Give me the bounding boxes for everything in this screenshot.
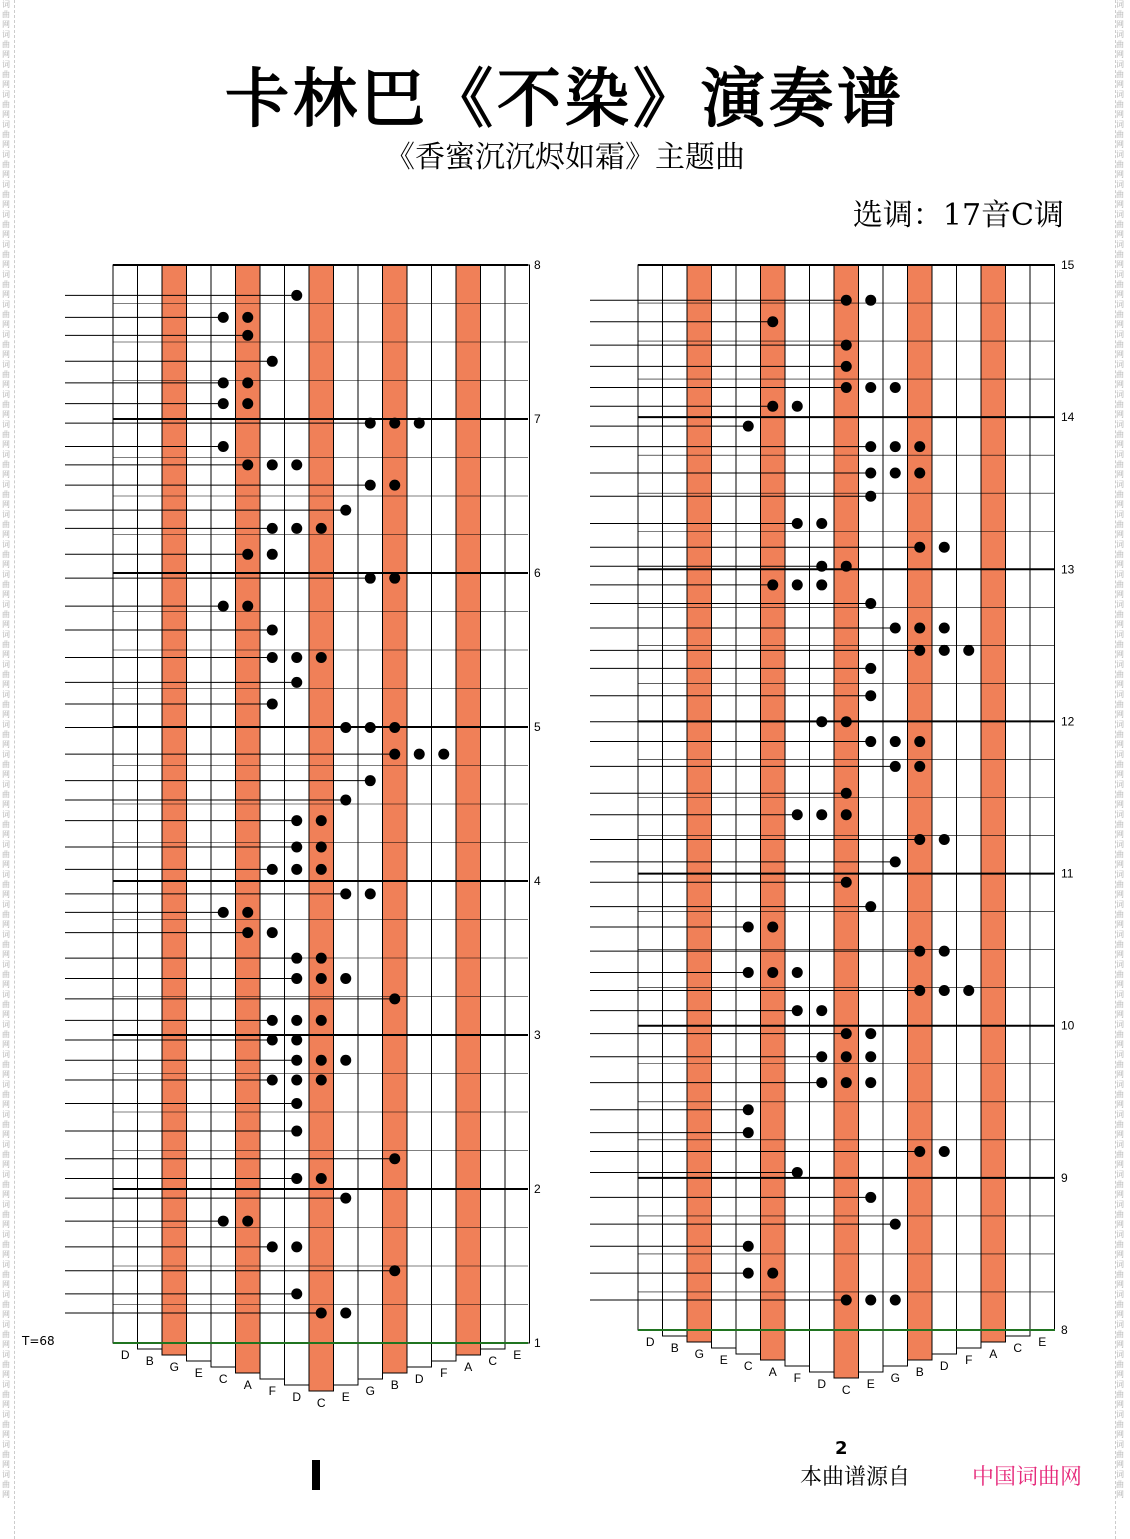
left-note	[316, 973, 327, 984]
right-note	[865, 295, 876, 306]
right-note	[914, 736, 925, 747]
right-note	[914, 467, 925, 478]
left-measure-number: 6	[534, 566, 541, 580]
left-note	[438, 749, 449, 760]
left-tine	[138, 265, 163, 1349]
right-tine	[712, 265, 737, 1348]
left-tine	[236, 265, 261, 1373]
left-tine-label: A	[243, 1378, 252, 1392]
left-tine-label: C	[218, 1372, 228, 1386]
left-note	[316, 953, 327, 964]
left-note	[316, 864, 327, 875]
left-tine-label: C	[488, 1354, 498, 1368]
right-tine	[932, 265, 957, 1354]
right-measure-number: 12	[1061, 714, 1075, 729]
right-note	[890, 736, 901, 747]
right-measure-number: 13	[1061, 562, 1075, 577]
left-note	[291, 1015, 302, 1026]
left-measure-number: 8	[534, 258, 541, 272]
right-note	[816, 518, 827, 529]
left-measure-number: 5	[534, 720, 541, 734]
left-note	[291, 523, 302, 534]
right-note	[841, 809, 852, 820]
right-note	[890, 382, 901, 393]
left-note	[365, 888, 376, 899]
left-note	[291, 1074, 302, 1085]
source-site-link[interactable]: 中国词曲网	[972, 1465, 1083, 1490]
left-measure-number: 1	[534, 1336, 541, 1350]
left-note	[316, 652, 327, 663]
right-note	[939, 834, 950, 845]
left-measure-number: 4	[534, 874, 541, 888]
right-tine-label: D	[939, 1359, 949, 1373]
right-note	[767, 967, 778, 978]
right-note	[939, 1146, 950, 1157]
watermark-left: 词曲网 词曲网 词曲网 词曲网 词曲网 词曲网 词曲网 词曲网 词曲网 词曲网 词曲网 词曲网 词曲网 词曲网 词曲网 词曲网 词曲网 词曲网 词曲网 词曲网 词曲网 词曲网 词曲网 词曲网 词曲网 词曲网 词曲网 词曲网 词曲网 词曲网 词曲网 词曲网 词曲网 词曲网 词曲网 词曲网 词曲网 词曲网 词曲网 词曲网 词曲网 词曲网 词曲网 词曲网 词曲网 词曲网 词曲网 词曲网 词曲网 词曲网	[2, 0, 15, 1539]
right-note	[865, 1295, 876, 1306]
left-tine	[407, 265, 432, 1367]
left-tine-label: A	[464, 1360, 473, 1374]
left-note	[267, 549, 278, 560]
left-tine-label: G	[169, 1360, 179, 1374]
left-tine-label: B	[145, 1354, 154, 1368]
right-measure-number: 8	[1061, 1323, 1068, 1337]
right-note	[914, 622, 925, 633]
left-tine	[162, 265, 187, 1355]
right-note	[767, 1268, 778, 1279]
left-tine-label: E	[341, 1390, 350, 1404]
right-tine-label: C	[743, 1359, 753, 1373]
right-note	[939, 542, 950, 553]
page-title: 卡林巴《不染》演奏谱	[225, 63, 905, 137]
right-note	[963, 985, 974, 996]
right-tine-label: E	[1038, 1335, 1047, 1349]
page-marker	[312, 1460, 320, 1490]
right-tine	[859, 265, 884, 1372]
right-tine-label: C	[841, 1383, 851, 1397]
right-note	[865, 1051, 876, 1062]
left-tine	[481, 265, 506, 1349]
left-tine-label: E	[194, 1366, 203, 1380]
left-tine-label: D	[292, 1390, 302, 1404]
right-note	[816, 809, 827, 820]
left-tine	[432, 265, 457, 1361]
right-measure-number: 9	[1061, 1170, 1068, 1185]
right-note	[890, 467, 901, 478]
left-note	[365, 722, 376, 733]
left-note	[267, 459, 278, 470]
right-tine-label: B	[670, 1341, 679, 1355]
right-tine-label: F	[965, 1353, 973, 1367]
left-tine	[187, 265, 212, 1361]
left-note	[242, 1216, 253, 1227]
left-note	[291, 652, 302, 663]
source-label: 本曲谱源自	[800, 1465, 911, 1490]
right-tine	[981, 265, 1006, 1342]
left-note	[389, 722, 400, 733]
left-tine	[334, 265, 359, 1385]
right-note	[865, 1077, 876, 1088]
right-note	[816, 579, 827, 590]
left-tine	[260, 265, 285, 1379]
left-note	[267, 927, 278, 938]
left-note	[340, 973, 351, 984]
right-tine-label: A	[768, 1365, 777, 1379]
right-tine	[957, 265, 982, 1348]
right-tine-label: G	[890, 1371, 900, 1385]
right-note	[890, 441, 901, 452]
right-tine-label: D	[817, 1377, 827, 1391]
right-measure-number: 14	[1061, 410, 1075, 425]
left-note	[340, 1055, 351, 1066]
right-tine	[834, 265, 859, 1378]
left-note	[291, 459, 302, 470]
right-tine-label: G	[694, 1347, 704, 1361]
tempo-marking: T=68	[22, 1334, 55, 1348]
right-note	[792, 579, 803, 590]
left-note	[389, 573, 400, 584]
left-note	[316, 523, 327, 534]
right-tine-label: C	[1013, 1341, 1023, 1355]
left-note	[291, 1241, 302, 1252]
page-number: 2	[835, 1438, 848, 1459]
right-note	[841, 1051, 852, 1062]
left-tine	[383, 265, 408, 1373]
left-tine-label: F	[440, 1366, 448, 1380]
left-tine	[309, 265, 334, 1391]
right-measure-number: 10	[1061, 1018, 1075, 1033]
right-note	[841, 561, 852, 572]
right-note	[792, 967, 803, 978]
right-tine-label: D	[645, 1335, 655, 1349]
right-note	[767, 922, 778, 933]
right-tine-label: A	[989, 1347, 998, 1361]
left-tine-label: D	[414, 1372, 424, 1386]
right-note	[865, 382, 876, 393]
left-note	[242, 377, 253, 388]
right-tine	[883, 265, 908, 1366]
right-tine	[761, 265, 786, 1360]
right-tine-label: B	[915, 1365, 924, 1379]
page-subtitle: 《香蜜沉沉烬如霜》主题曲	[385, 140, 745, 175]
left-tine-label: B	[390, 1378, 399, 1392]
right-measure-number: 11	[1061, 866, 1074, 881]
right-note	[939, 946, 950, 957]
left-tine	[211, 265, 236, 1367]
left-note	[316, 1074, 327, 1085]
right-note	[963, 645, 974, 656]
right-note	[939, 622, 950, 633]
left-measure-number: 2	[534, 1182, 541, 1196]
left-note	[389, 480, 400, 491]
left-tine-label: G	[365, 1384, 375, 1398]
left-note	[316, 842, 327, 853]
left-note	[340, 1308, 351, 1319]
left-tine-label: F	[268, 1384, 276, 1398]
left-tine-label: D	[120, 1348, 130, 1362]
right-note	[914, 441, 925, 452]
left-note	[291, 864, 302, 875]
left-note	[316, 1173, 327, 1184]
right-tine-label: F	[793, 1371, 801, 1385]
left-note	[242, 907, 253, 918]
right-note	[939, 985, 950, 996]
right-tine	[908, 265, 933, 1360]
left-note	[316, 815, 327, 826]
left-tine	[358, 265, 383, 1379]
left-measure-number: 7	[534, 412, 541, 426]
right-tine-label: E	[719, 1353, 728, 1367]
right-note	[792, 401, 803, 412]
left-note	[316, 1055, 327, 1066]
watermark-right: 词曲网 词曲网 词曲网 词曲网 词曲网 词曲网 词曲网 词曲网 词曲网 词曲网 词曲网 词曲网 词曲网 词曲网 词曲网 词曲网 词曲网 词曲网 词曲网 词曲网 词曲网 词曲网 词曲网 词曲网 词曲网 词曲网 词曲网 词曲网 词曲网 词曲网 词曲网 词曲网 词曲网 词曲网 词曲网 词曲网 词曲网 词曲网 词曲网 词曲网 词曲网 词曲网 词曲网 词曲网 词曲网 词曲网 词曲网 词曲网 词曲网 词曲网	[1115, 0, 1128, 1539]
left-note	[242, 398, 253, 409]
left-tine-label: C	[316, 1396, 326, 1410]
left-note	[414, 418, 425, 429]
right-note	[890, 1295, 901, 1306]
right-note	[939, 645, 950, 656]
key-selection: 选调：17音C调	[852, 198, 1064, 233]
right-note	[841, 716, 852, 727]
left-tine-label: E	[513, 1348, 522, 1362]
left-note	[414, 749, 425, 760]
right-note	[865, 1028, 876, 1039]
right-note	[816, 1005, 827, 1016]
left-measure-number: 3	[534, 1028, 541, 1042]
left-note	[389, 418, 400, 429]
right-tine-label: E	[866, 1377, 875, 1391]
right-tine	[1006, 265, 1031, 1336]
left-note	[242, 601, 253, 612]
left-note	[316, 1015, 327, 1026]
left-note	[291, 1034, 302, 1045]
right-note	[914, 761, 925, 772]
right-measure-number: 15	[1061, 258, 1075, 272]
left-tine	[456, 265, 481, 1355]
right-note	[841, 1077, 852, 1088]
left-note	[242, 312, 253, 323]
